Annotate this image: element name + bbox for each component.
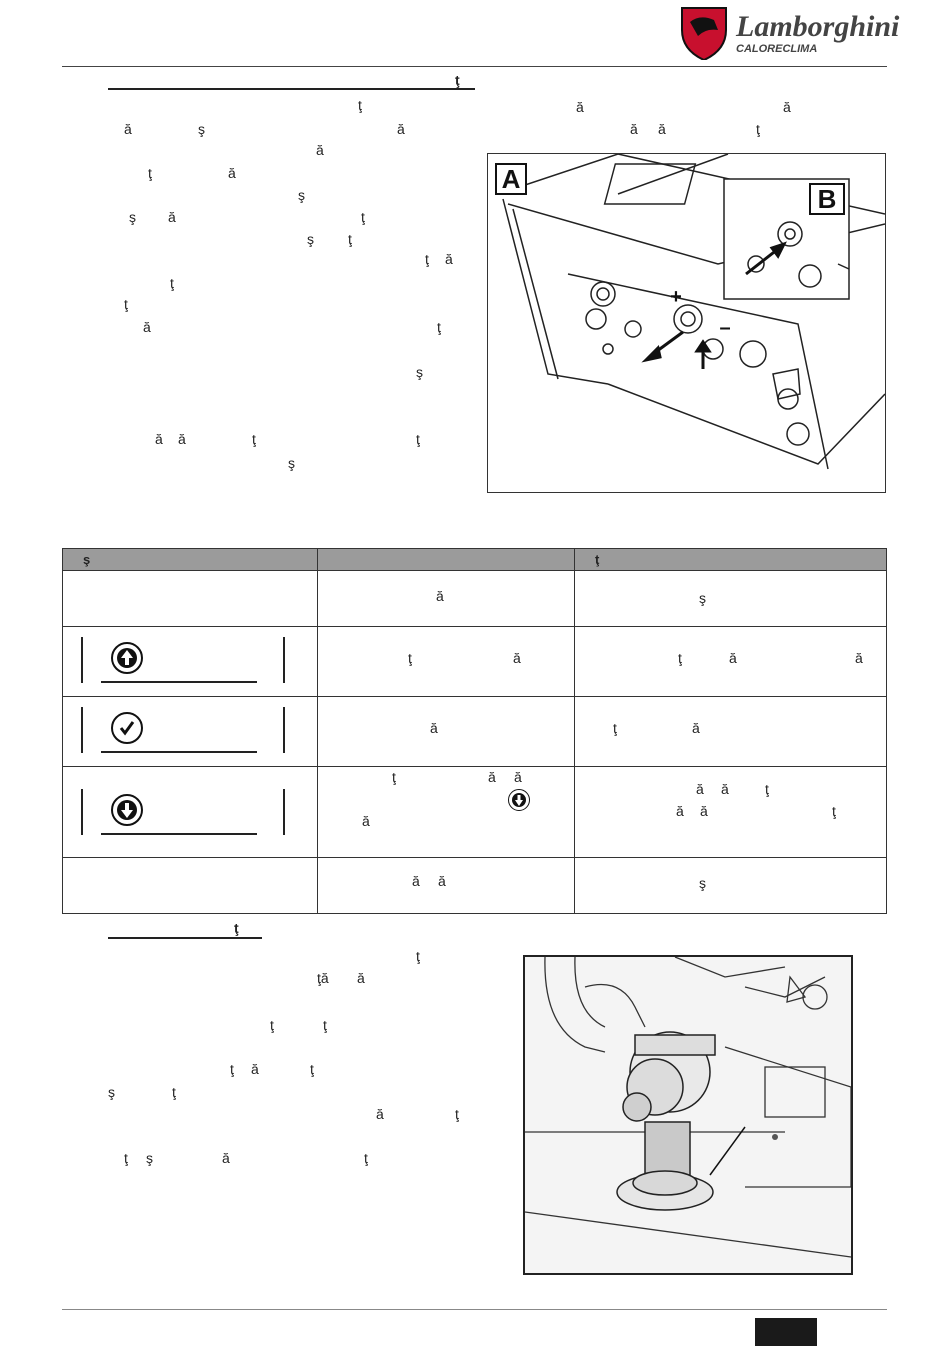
table-header-col1: ş	[63, 549, 318, 571]
svg-text:Lamborghini: Lamborghini	[736, 10, 900, 43]
table-header-col2	[318, 549, 575, 571]
section1-heading-underline	[108, 88, 475, 90]
page-number-box	[755, 1318, 817, 1346]
table-cell	[63, 627, 318, 697]
table-cell	[63, 697, 318, 767]
check-icon	[111, 712, 143, 744]
table-cell	[63, 571, 318, 627]
table-cell	[63, 858, 318, 914]
arrow-down-icon	[508, 789, 530, 811]
table-cell: ă	[318, 571, 575, 627]
arrow-down-icon	[111, 794, 143, 826]
figure-minus-mark: –	[719, 317, 731, 339]
table-cell: ţ ă ă	[575, 627, 887, 697]
table-cell: ă ă	[318, 858, 575, 914]
section2-heading-underline	[108, 937, 262, 939]
svg-text:CALORECLIMA: CALORECLIMA	[736, 43, 818, 55]
table-cell: ş	[575, 858, 887, 914]
figure-label-b: B	[817, 184, 837, 214]
display-screen	[81, 789, 285, 835]
figure-valve-photo	[523, 955, 853, 1275]
table-cell: ş	[575, 571, 887, 627]
display-screen	[81, 707, 285, 753]
table-row	[63, 571, 887, 627]
figure-plus-mark: +	[670, 286, 682, 308]
table-row	[63, 858, 887, 914]
figure-label-a: A	[501, 164, 521, 194]
table-cell: ă	[318, 697, 575, 767]
section2-heading: ţ	[234, 920, 239, 936]
table-row	[63, 627, 887, 697]
brand-logo	[676, 0, 916, 60]
section1-heading: ţ	[455, 72, 460, 88]
footer-divider	[62, 1309, 887, 1310]
table-cell: ă ă ţ ă ă ţ	[575, 767, 887, 858]
table-header-row	[63, 549, 887, 571]
arrow-up-icon	[111, 642, 143, 674]
table-row	[63, 697, 887, 767]
table-cell: ţ ă	[575, 697, 887, 767]
header-divider	[62, 66, 887, 67]
table-cell	[63, 767, 318, 858]
display-screen	[81, 637, 285, 683]
table-cell: ţ ă	[318, 627, 575, 697]
function-table	[62, 548, 887, 914]
table-row	[63, 767, 887, 858]
table-cell: ţ ă ă ă	[318, 767, 575, 858]
table-header-col3: ţ	[575, 549, 887, 571]
figure-boiler-connections	[487, 153, 886, 493]
